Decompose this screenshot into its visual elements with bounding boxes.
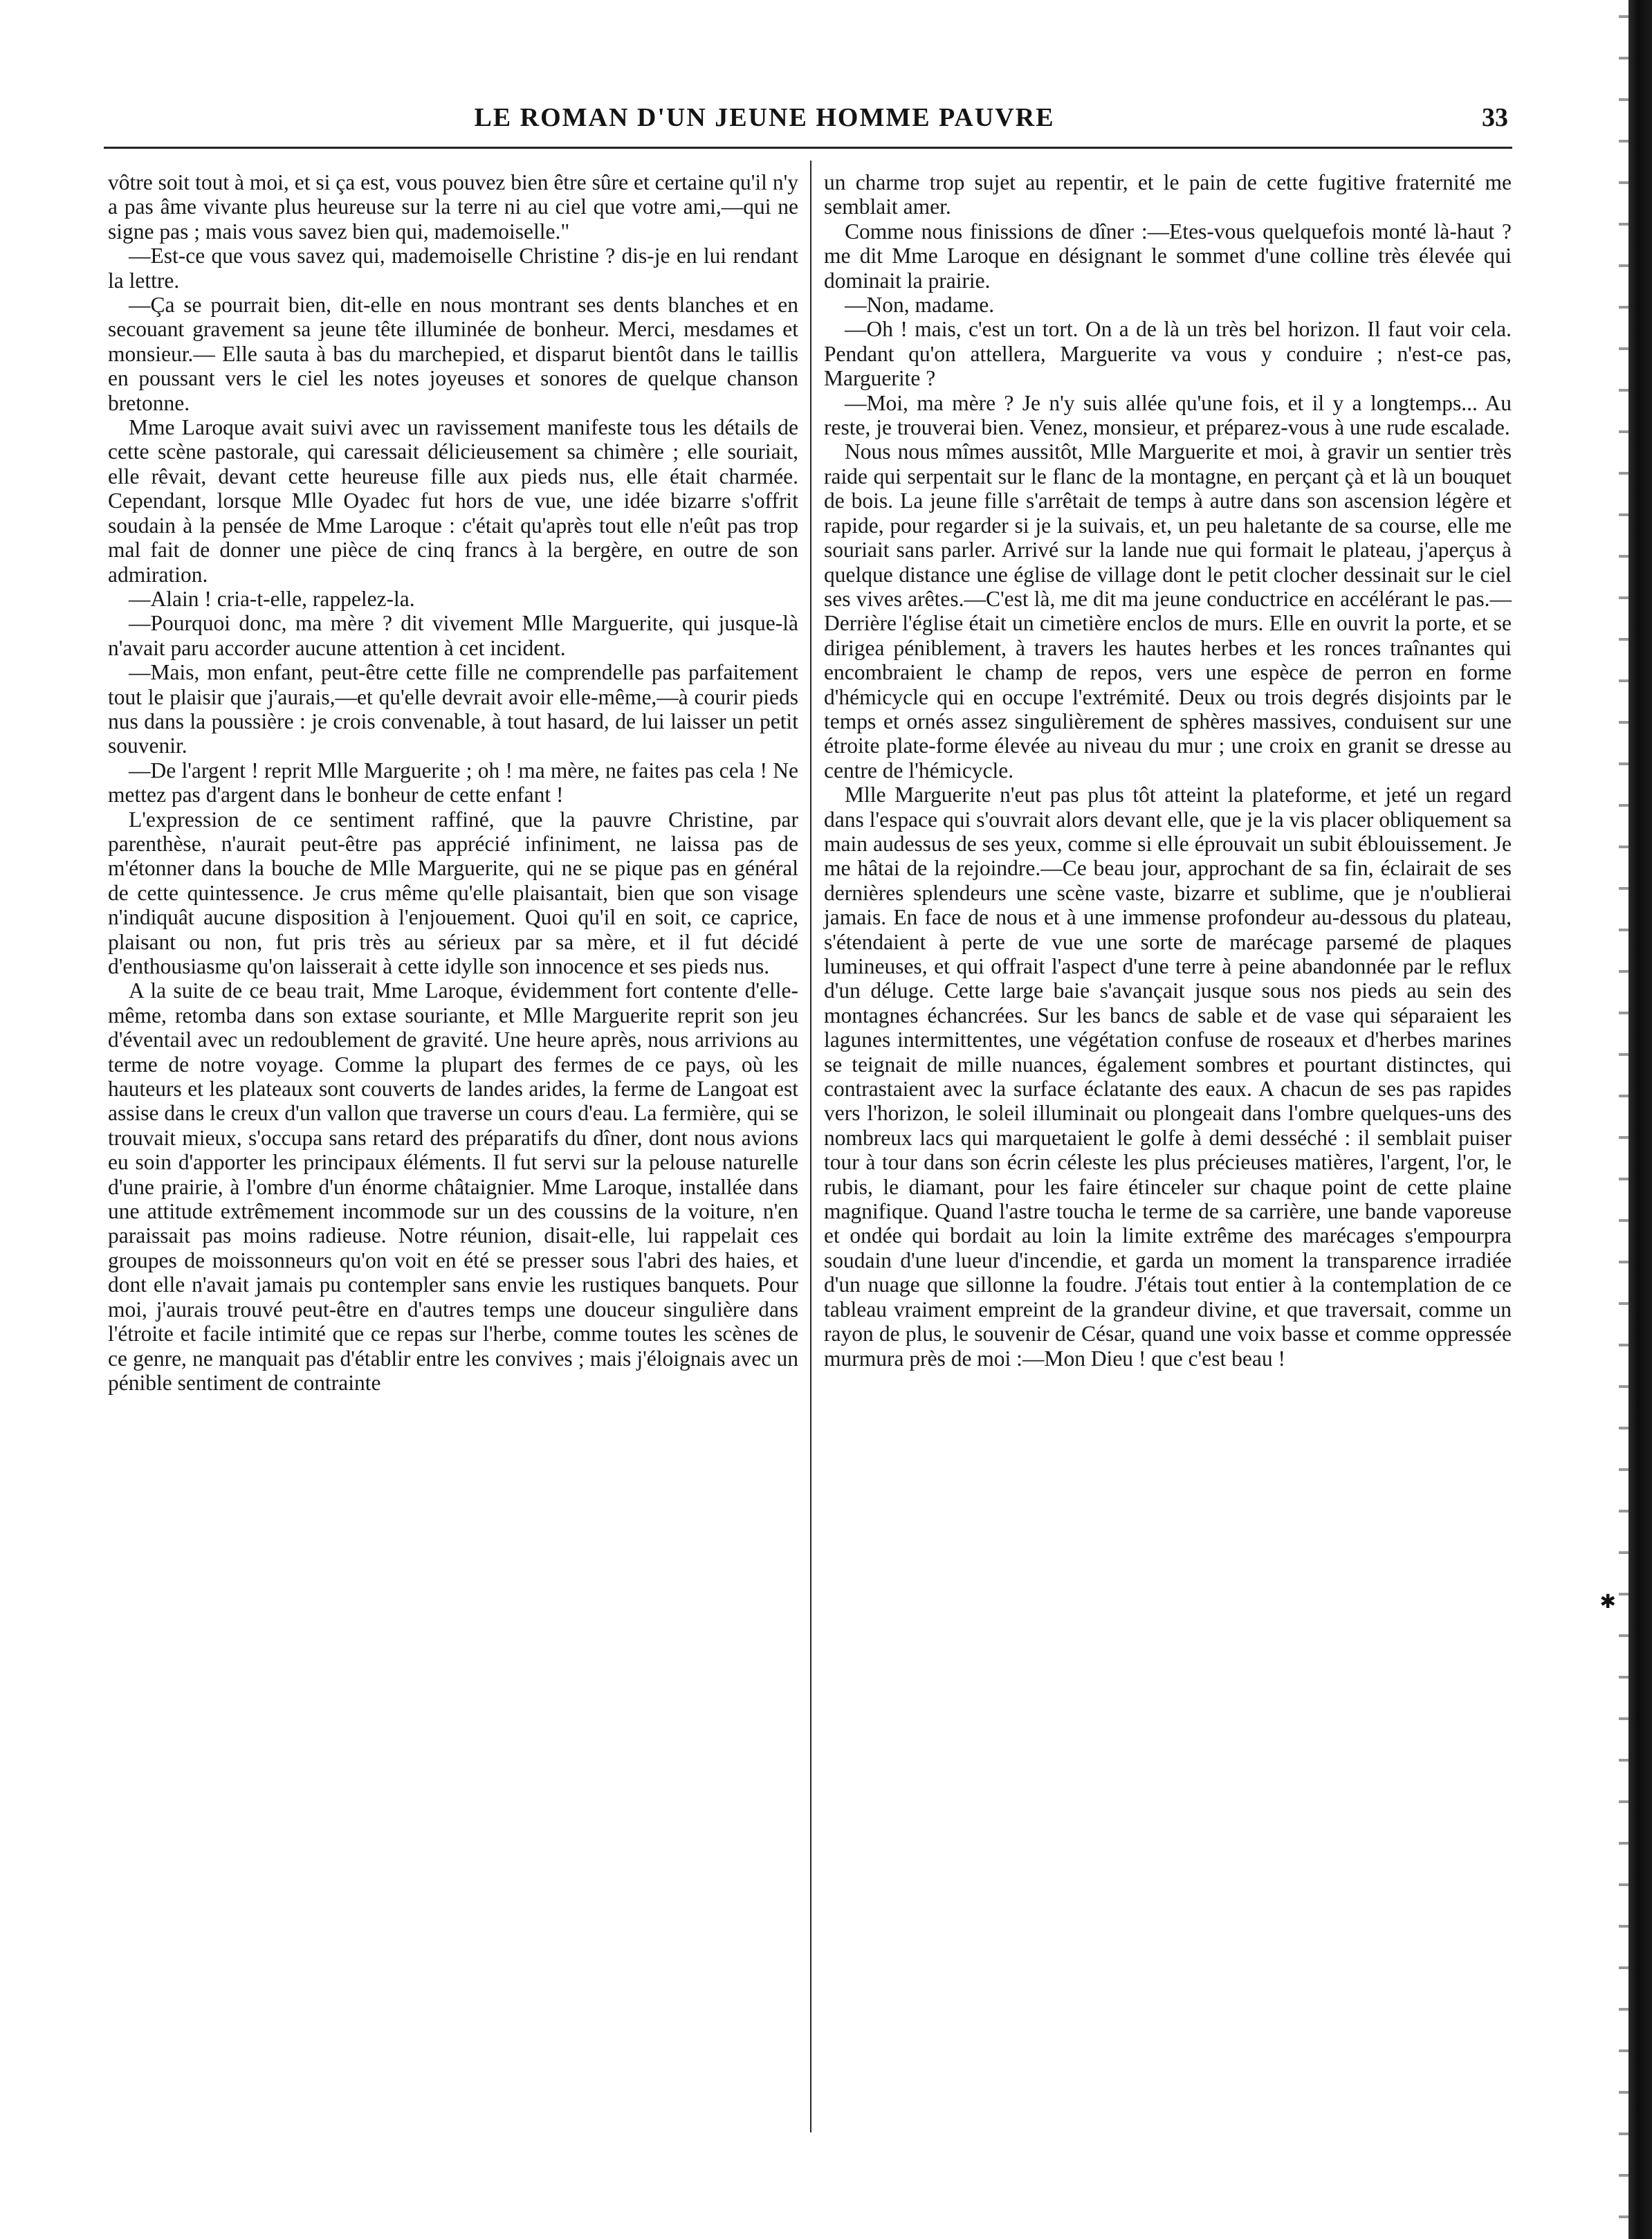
- paragraph: —Est-ce que vous savez qui, mademoiselle Christine ? dis-je en lui rendant la lettre.: [108, 244, 798, 293]
- paragraph: —Ça se pourrait bien, dit-elle en nous montrant ses dents blanches et en secouant gravement sa jeune tête illuminée de bonheur. Merci, mesdames et monsieur.— Elle sauta à bas du marchepied, et disparut bientôt dans le taillis en poussant vers le ciel les notes joyeuses et sonores de quelque chanson bretonne.: [108, 293, 798, 415]
- paragraph: A la suite de ce beau trait, Mme Laroque, évidemment fort contente d'elle-même, retomba dans son extase souriante, et Mlle Marguerite reprit son jeu d'éventail avec un redoublement de gravité. Une heure après, nous arrivions au terme de notre voyage. Comme la plupart des fermes de ce pays, où les hauteurs et les plateaux sont couverts de landes arides, la ferme de Langoat est assise dans le creux d'un vallon que traverse un cours d'eau. La fermière, qui se trouvait mieux, s'occupa sans retard des préparatifs du dîner, dont nous avions eu soin d'apporter les principaux éléments. Il fut servi sur la pelouse naturelle d'une prairie, à l'ombre d'un énorme châtaignier. Mme Laroque, installée dans une attitude extrêmement incommode sur un des coussins de la voiture, n'en paraissait pas moins radieuse. Notre réunion, disait-elle, lui rappelait ces groupes de moissonneurs qu'on voit en été se presser sous l'abri des haies, et dont elle n'avait jamais pu contempler sans envie les rustiques banquets. Pour moi, j'aurais trouvé peut-être en d'autres temps une douceur singulière dans l'étroite et facile intimité que ce repas sur l'herbe, comme toutes les scènes de ce genre, ne manquait pas d'établir entre les convives ; mais j'éloignais avec un pénible sentiment de contrainte: [108, 978, 798, 1395]
- paragraph: —Non, madame.: [845, 293, 995, 318]
- running-title: LE ROMAN D'UN JEUNE HOMME PAUVRE: [474, 103, 1055, 132]
- page-number: 33: [1482, 103, 1508, 132]
- column-divider: [810, 161, 811, 2132]
- paragraph: —Pourquoi donc, ma mère ? dit vivement Mlle Marguerite, qui jusque-là n'avait paru accorder aucune attention à cet incident.: [108, 611, 798, 660]
- header-rule: [104, 147, 1512, 149]
- right-column: [824, 170, 1512, 1371]
- paragraph: Mme Laroque avait suivi avec un ravissement manifeste tous les détails de cette scène pastorale, qui caressait délicieusement sa chimère ; elle souriait, elle rêvait, devant cette heureuse fille aux pieds nus, elle était charmée. Cependant, lorsque Mlle Oyadec fut hors de vue, une idée bizarre s'offrit soudain à la pensée de Mme Laroque : c'était qu'après tout elle n'eût pas trop mal fait de donner une pièce de cinq francs à la bergère, en outre de son admiration.: [108, 415, 798, 587]
- paragraph: Nous nous mîmes aussitôt, Mlle Marguerite et moi, à gravir un sentier très raide qui serpentait sur le flanc de la montagne, en perçant çà et là un bouquet de bois. La jeune fille s'arrêtait de temps à autre dans son ascension légère et rapide, pour regarder si je la suivais, et, un peu haletante de sa course, elle me souriait sans parler. Arrivé sur la lande nue qui formait le plateau, j'aperçus à quelque distance une église de village dont le petit clocher dessinait sur le ciel ses vives arêtes.—C'est là, me dit ma jeune conductrice en accélérant le pas.—Derrière l'église était un cimetière enclos de murs. Elle en ouvrit la porte, et se dirigea péniblement, à travers les hautes herbes et les ronces traînantes qui encombraient le champ de repos, vers une espèce de perron en forme d'hémicycle qui en occupe l'extrémité. Deux ou trois degrés disjoints par le temps et ornés assez singulièrement de sphères massives, conduisent sur une étroite plate-forme élevée au niveau du mur ; une croix en granit se dresse au centre de l'hémicycle.: [824, 439, 1512, 783]
- paragraph: Comme nous finissions de dîner :—Etes-vous quelquefois monté là-haut ? me dit Mme Laroque en désignant le sommet d'une colline très élevée qui dominait la prairie.: [824, 219, 1512, 293]
- paragraph: —Alain ! cria-t-elle, rappelez-la.: [129, 586, 415, 611]
- paragraph: un charme trop sujet au repentir, et le pain de cette fugitive fraternité me semblait amer.: [824, 170, 1512, 219]
- ink-speck-icon: ✱: [1599, 1590, 1616, 1613]
- page-edge-fray: [1619, 0, 1628, 2239]
- page-binding-edge: [1628, 0, 1652, 2239]
- running-head: [104, 102, 1508, 144]
- paragraph: —Moi, ma mère ? Je n'y suis allée qu'une fois, et il y a longtemps... Au reste, je trouverai bien. Venez, monsieur, et préparez-vous à une rude escalade.: [824, 390, 1512, 440]
- paragraph: —Mais, mon enfant, peut-être cette fille ne comprendelle pas parfaitement tout le plaisir que j'aurais,—et qu'elle devrait avoir elle-même,—à courir pieds nus dans la poussière : je crois convenable, à tout hasard, de lui laisser un petit souvenir.: [108, 660, 798, 758]
- left-column: [108, 170, 798, 1395]
- paragraph: —Oh ! mais, c'est un tort. On a de là un très bel horizon. Il faut voir cela. Pendant qu'on attellera, Marguerite va vous y conduire ; n'est-ce pas, Marguerite ?: [824, 317, 1512, 391]
- paragraph: vôtre soit tout à moi, et si ça est, vous pouvez bien être sûre et certaine qu'il n'y a pas âme vivante plus heureuse sur la terre ni au ciel que votre ami,—qui ne signe pas ; mais vous savez bien qui, mademoiselle.": [108, 170, 798, 244]
- paragraph: —De l'argent ! reprit Mlle Marguerite ; oh ! ma mère, ne faites pas cela ! Ne mettez pas d'argent dans le bonheur de cette enfant !: [108, 758, 798, 807]
- paragraph: L'expression de ce sentiment raffiné, que la pauvre Christine, par parenthèse, n'aurait peut-être pas apprécié infiniment, ne laissa pas de m'étonner dans la bouche de Mlle Marguerite, qui ne se pique pas en général de cette quintessence. Je crus même qu'elle plaisantait, bien que son visage n'indiquât aucune disposition à l'enjouement. Quoi qu'il en soit, ce caprice, plaisant ou non, fut pris très au sérieux par sa mère, et il fut décidé d'enthousiasme qu'on laisserait à cette idylle son innocence et ses pieds nus.: [108, 807, 798, 978]
- paragraph: Mlle Marguerite n'eut pas plus tôt atteint la plateforme, et jeté un regard dans l'espace qui s'ouvrait alors devant elle, que je la vis placer obliquement sa main audessus de ses yeux, comme si elle éprouvait un subit éblouissement. Je me hâtai de la rejoindre.—Ce beau jour, approchant de sa fin, éclairait de ses dernières splendeurs une scène vaste, bizarre et sublime, que je n'oublierai jamais. En face de nous et à une immense profondeur au-dessous du plateau, s'étendaient à perte de vue une sorte de marécage parsemé de plaques lumineuses, et qui offrait l'aspect d'une terre à peine abandonnée par le reflux d'un déluge. Cette large baie s'avançait jusque sous nos pieds au sein des montagnes échancrées. Sur les bancs de sable et de vase qui séparaient les lagunes intermittentes, une végétation confuse de roseaux et d'herbes marines se teignait de mille nuances, également sombres et pourtant distinctes, qui contrastaient avec la surface éclatante des eaux. A chacun de ses pas rapides vers l'horizon, le soleil illuminait ou plongeait dans l'ombre quelques-uns des nombreux lacs qui marquetaient le golfe à demi desséché : il semblait puiser tour à tour dans son écrin céleste les plus précieuses matières, l'argent, l'or, le rubis, le diamant, pour les faire étinceler sur chaque point de cette plaine magnifique. Quand l'astre toucha le terme de sa carrière, une bande vaporeuse et ondée qui bordait au loin la limite extrême des marécages s'empourpra soudain d'une lueur d'incendie, et garda un moment la transparence irradiée d'un nuage que sillonne la foudre. J'étais tout entier à la contemplation de ce tableau vraiment empreint de la grandeur divine, et que traversait, comme un rayon de plus, le souvenir de César, quand une voix basse et comme oppressée murmura près de moi :—Mon Dieu ! que c'est beau !: [824, 783, 1512, 1371]
